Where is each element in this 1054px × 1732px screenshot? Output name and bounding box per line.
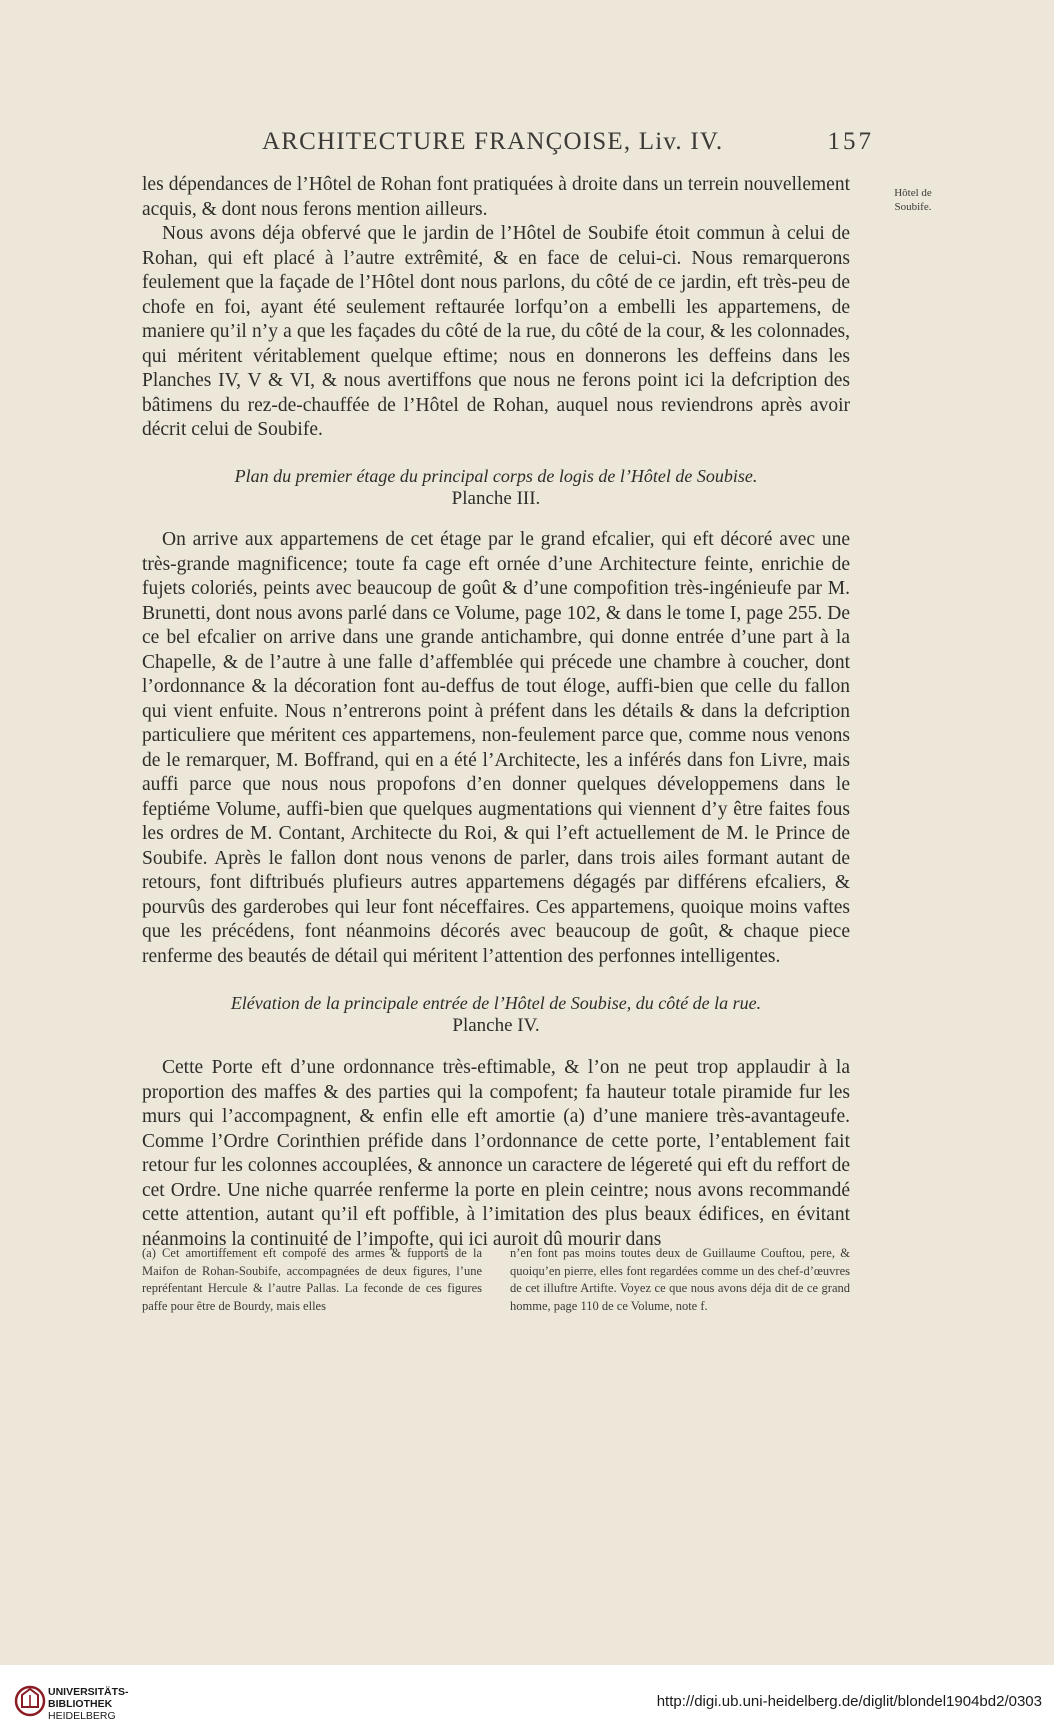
section-heading-elevation	[142, 992, 850, 1038]
paragraph: On arrive aux appartemens de cet étage par le grand efcalier, qui eft décoré avec une très-grande magnificence; toute fa cage eft ornée d’une Architecture feinte, enrichie de fujets coloriés, peints avec beaucoup de goût & d’une compofition très-ingénieufe par M. Brunetti, dont nous avons parlé dans ce Volume, page 102, & dans le tome I, page 255. De ce bel efcalier on arrive dans une grande antichambre, qui donne entrée d’une part à la Chapelle, & de l’autre à une falle d’affemblée qui précede une chambre à coucher, dont l’ordonnance & la décoration font au-deffus de tout éloge, auffi-bien que celle du fallon qui vient enfuite. Nous n’entrerons point à préfent dans les détails & dans la defcription particuliere que méritent ces appartemens, non-feulement parce que, comme nous venons de le remarquer, M. Boffrand, qui en a été l’Architecte, les a inférés dans fon Livre, mais auffi parce que nous nous propofons d’en donner quelques développemens dans le feptiéme Volume, auffi-bien que quelques augmentations qui viennent d’y être faites fous les ordres de M. Contant, Architecte du Roi, & qui l’eft actuellement de M. le Prince de Soubife. Après le fallon dont nous venons de parler, dans trois ailes formant autant de retours, font diftribués plufieurs autres appartemens dégagés par différens efcaliers, & pourvûs des garderobes qui leur font néceffaires. Ces appartemens, quoique moins vaftes que les précédens, font néanmoins décorés avec beaucoup de goût, & chaque piece renferme des beautés de détail qui méritent l’attention des perfonnes intelligentes.	[142, 529, 850, 967]
library-name-line3: HEIDELBERG	[48, 1710, 116, 1722]
footnote-left-column	[142, 1245, 482, 1315]
footnote-text: (a) Cet amortiffement eft compofé des armes & fupports de la Maifon de Rohan-Soubife, accompagnées de deux figures, l’une repréfentant Hercule & l’autre Pallas. La feconde de ces figures paffe pour être de Bourdy, mais elles	[142, 1246, 482, 1313]
section-text-elevation	[142, 1056, 850, 1252]
section-title: Plan du premier étage du principal corps de logis de l’Hôtel de Soubise.	[234, 466, 758, 486]
footnote-text: n’en font pas moins toutes deux de Guillaume Couftou, pere, & quoiqu’en pierre, elles font regardées comme un des chef-d’œuvres de cet illuftre Artifte. Voyez ce que nous avons déja dit de ce grand homme, page 110 de ce Volume, note f.	[510, 1246, 850, 1313]
section-title: Elévation de la principale entrée de l’Hôtel de Soubise, du côté de la rue.	[230, 993, 762, 1013]
source-url[interactable]: http://digi.ub.uni-heidelberg.de/diglit/blondel1904bd2/0303	[656, 1693, 1042, 1710]
paragraph: les dépendances de l’Hôtel de Rohan font pratiquées à droite dans un terrein nouvellement acquis, & dont nous ferons mention ailleurs.	[142, 174, 850, 220]
planche-label: Planche III.	[451, 488, 541, 509]
margin-note-line2: Soubife.	[894, 201, 932, 213]
library-name	[48, 1686, 129, 1722]
running-head	[262, 128, 874, 156]
planche-label: Planche IV.	[452, 1015, 540, 1036]
library-name-line2: BIBLIOTHEK	[48, 1698, 113, 1710]
margin-note-line1: Hôtel de	[894, 187, 932, 199]
footnote-right-column	[510, 1245, 850, 1315]
library-name-line1: UNIVERSITÄTS-	[48, 1686, 129, 1698]
running-head-title: ARCHITECTURE FRANÇOISE, Liv. IV.	[262, 128, 724, 155]
section-heading-plan	[142, 465, 850, 511]
paragraph: Cette Porte eft d’une ordonnance très-eftimable, & l’on ne peut trop applaudir à la proportion des maffes & des parties qui la compofent; fa hauteur totale piramide fur les murs qui l’accompagnent, & enfin elle eft amortie (a) d’une maniere très-avantageufe. Comme l’Ordre Corinthien préfide dans l’ordonnance de cette porte, l’entablement fait retour fur les colonnes accouplées, & annonce un caractere de légereté qui eft du reffort de cet Ordre. Une niche quarrée renferme la porte en plein ceintre; nous avons recommandé cette attention, autant qu’il eft poffible, à l’imitation des plus beaux édifices, en évitant néanmoins la continuité de l’impofte, qui ici auroit dû mourir dans	[142, 1057, 850, 1250]
intro-text	[142, 173, 850, 443]
margin-note	[888, 186, 938, 214]
section-text-plan	[142, 528, 850, 969]
paragraph: Nous avons déja obfervé que le jardin de l’Hôtel de Soubife étoit commun à celui de Rohan, qui eft placé à l’autre extrêmité, & en face de celui-ci. Nous remarquerons feulement que la façade de l’Hôtel dont nous parlons, du côté de ce jardin, eft très-peu de chofe en foi, ayant été seulement reftaurée lorfqu’on a embelli les appartemens, de maniere qu’il n’y a que les façades du côté de la rue, du côté de la cour, & les colonnades, qui méritent véritablement quelque eftime; nous en donnerons les deffeins dans les Planches IV, V & VI, & nous avertiffons que nous ne ferons point ici la defcription des bâtimens du rez-de-chauffée de l’Hôtel de Rohan, auquel nous reviendrons après avoir décrit celui de Soubife.	[142, 223, 850, 440]
page-number: 157	[827, 128, 874, 155]
